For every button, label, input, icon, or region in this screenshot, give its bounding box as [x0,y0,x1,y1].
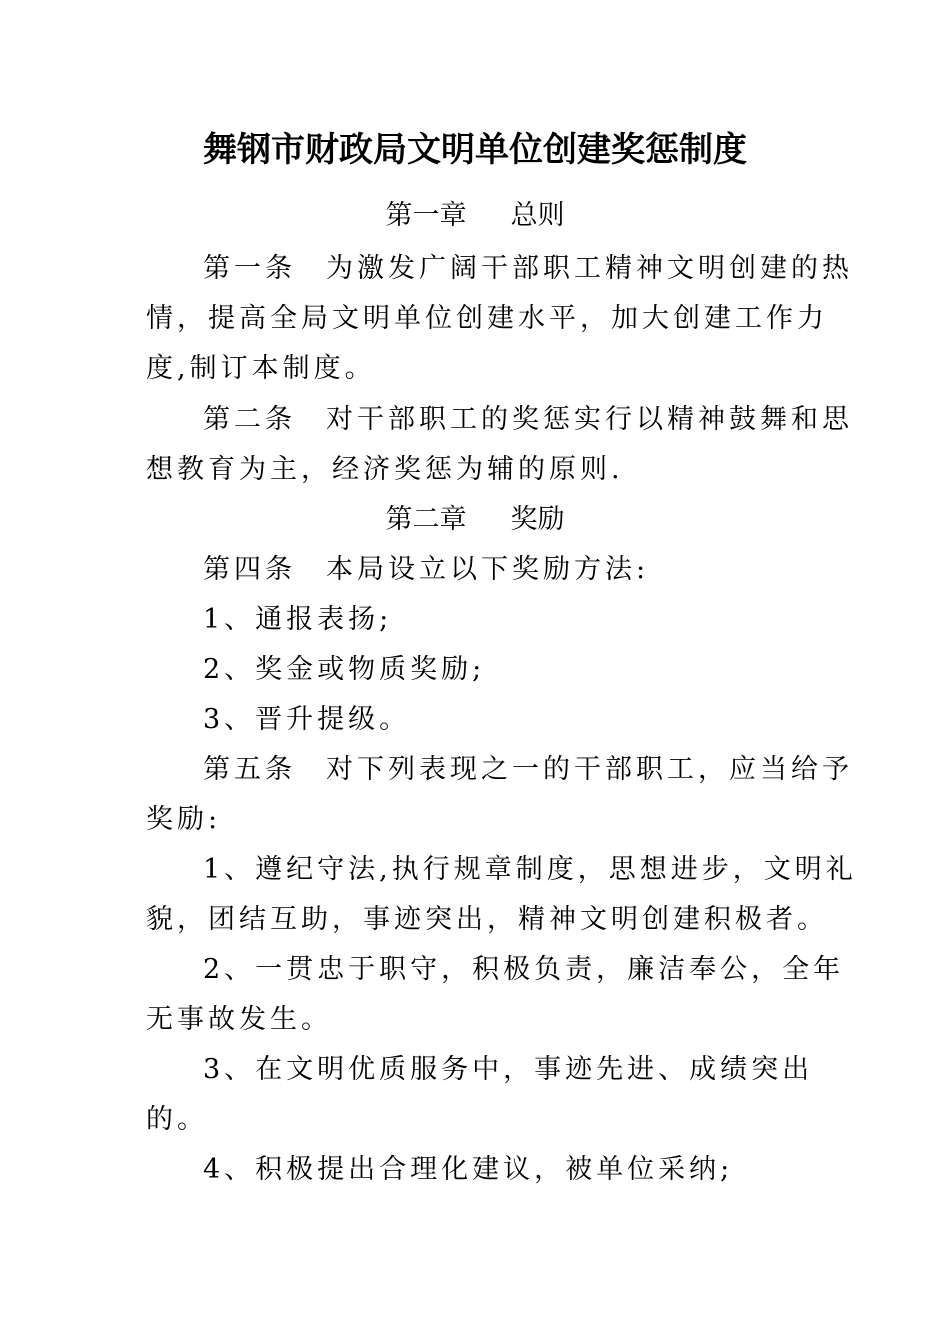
list-item: 2、一贯忠于职守，积极负责，廉洁奉公，全年 [203,954,845,985]
article-label: 第二条 [203,404,296,435]
list-item: 1、通报表扬; [203,604,393,635]
list-item: 3、在文明优质服务中，事迹先进、成绩突出 [203,1054,814,1085]
article-text: 为激发广阔干部职工精神文明创建的热 [326,253,853,284]
article-text: 对下列表现之一的干部职工，应当给予 [326,754,853,785]
article-label: 第一条 [203,253,296,284]
list-item-continuation: 的。 [146,1104,208,1135]
article-5-line-2: 奖励: [146,804,222,835]
list-item: 4、积极提出合理化建议，被单位采纳; [203,1154,734,1185]
article-label: 第五条 [203,754,296,785]
article-1-line-1 [203,251,853,287]
list-item: 3、晋升提级。 [203,704,411,735]
article-text: 本局设立以下奖励方法: [326,554,650,585]
list-item: 1、遵纪守法,执行规章制度，思想进步，文明礼 [203,854,857,885]
chapter-name: 总则 [510,200,565,231]
chapter-name: 奖励 [510,504,565,535]
article-text: 对干部职工的奖惩实行以精神鼓舞和思 [326,404,853,435]
article-2-line-2: 想教育为主，经济奖惩为辅的原则. [146,454,624,485]
article-5-line-1 [203,752,853,788]
document-title: 舞钢市财政局文明单位创建奖惩制度 [203,130,747,170]
chapter-heading-2 [0,502,950,538]
chapter-number: 第一章 [385,200,467,231]
list-item: 2、奖金或物质奖励; [203,654,486,685]
chapter-heading-1 [0,198,950,234]
list-item-continuation: 貌，团结互助，事迹突出，精神文明创建积极者。 [146,904,828,935]
article-4-line-1 [203,552,649,588]
article-1-line-2: 情，提高全局文明单位创建水平，加大创建工作力 [146,303,828,334]
article-label: 第四条 [203,554,296,585]
article-1-line-3: 度,制订本制度。 [146,353,376,384]
chapter-number: 第二章 [385,504,467,535]
article-2-line-1 [203,402,853,438]
list-item-continuation: 无事故发生。 [146,1004,332,1035]
